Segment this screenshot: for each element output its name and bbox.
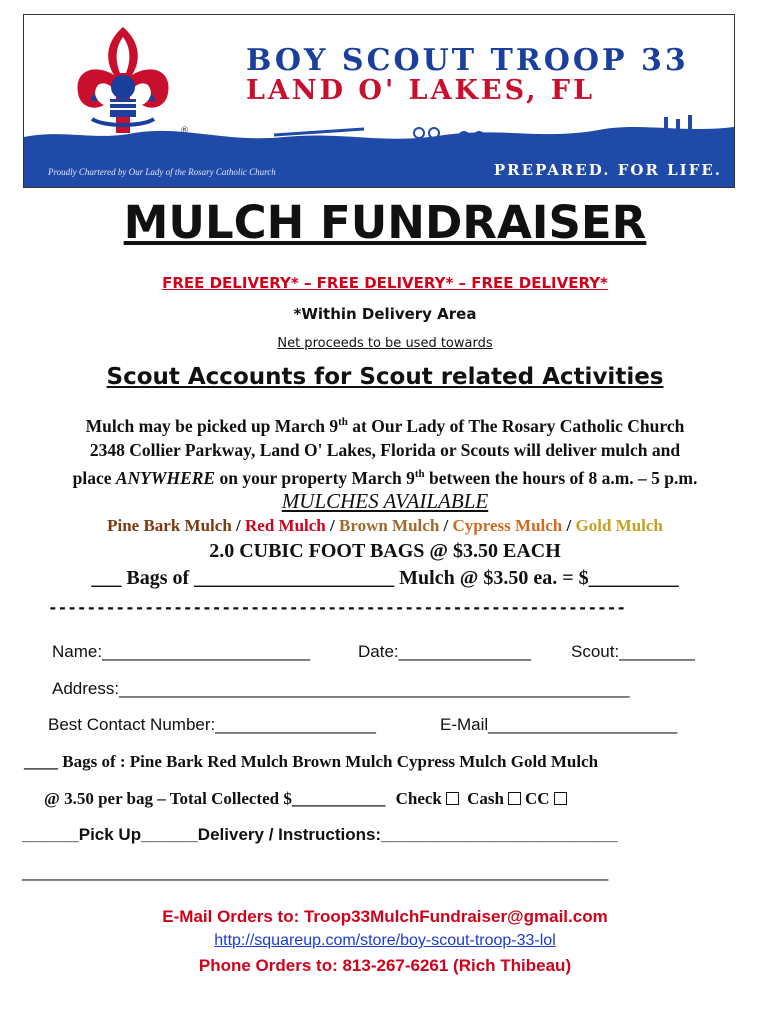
mulch-type-gold: Gold Mulch xyxy=(575,516,663,535)
phone-orders: Phone Orders to: 813-267-6261 (Rich Thibeau) xyxy=(198,956,572,975)
bag-price-info: 2.0 CUBIC FOOT BAGS @ $3.50 EACH xyxy=(209,540,561,562)
cut-line-divider: ------------------------------------------------------------ xyxy=(48,598,626,617)
mulches-available-heading: MULCHES AVAILABLE xyxy=(281,489,489,513)
mulch-types-list: Pine Bark Mulch / Red Mulch / Brown Mulch / Cypress Mulch / Gold Mulch xyxy=(107,516,663,535)
payment-line: @ 3.50 per bag – Total Collected $___________ Check Cash CC xyxy=(44,789,571,809)
banner-footer-strip xyxy=(24,155,734,187)
store-link[interactable]: http://squareup.com/store/boy-scout-troop-33-lol xyxy=(214,932,556,949)
free-delivery-line: FREE DELIVERY* – FREE DELIVERY* – FREE DELIVERY* xyxy=(162,274,608,292)
cash-checkbox[interactable] xyxy=(508,792,521,805)
delivery-area-note: *Within Delivery Area xyxy=(293,305,477,323)
pickup-delivery-field[interactable]: ______Pick Up______Delivery / Instructions:_________________________ xyxy=(22,825,618,844)
banner-location: LAND O' LAKES, FL xyxy=(246,75,596,106)
banner-motto: PREPARED. FOR LIFE. xyxy=(493,161,722,179)
check-checkbox[interactable] xyxy=(446,792,459,805)
mulch-type-red: Red Mulch xyxy=(245,516,326,535)
scout-field[interactable]: Scout:________ xyxy=(571,642,695,661)
email-orders: E-Mail Orders to: Troop33MulchFundraiser@gmail.com xyxy=(162,907,608,926)
total-collected-field[interactable]: @ 3.50 per bag – Total Collected $___________ xyxy=(44,789,386,808)
cc-checkbox[interactable] xyxy=(554,792,567,805)
net-proceeds-note: Net proceeds to be used towards xyxy=(277,336,493,351)
mulch-type-brown: Brown Mulch xyxy=(339,516,440,535)
header-banner xyxy=(23,14,735,188)
instructions-extra-line[interactable]: ______________________________________________________________ xyxy=(22,862,609,881)
pickup-delivery-paragraph: Mulch may be picked up March 9th at Our Lady of The Rosary Catholic Church 2348 Collier Parkway, Land O' Lakes, Florida or Scouts will deliver mulch and place ANYWHERE on your property March 9th between the hours of 8 a.m. – 5 p.m. xyxy=(72,415,698,488)
email-field[interactable]: E-Mail____________________ xyxy=(440,715,678,734)
svg-text:®: ® xyxy=(180,126,189,136)
mulch-type-cypress: Cypress Mulch xyxy=(452,516,563,535)
banner-troop-name: BOY SCOUT TROOP 33 xyxy=(246,43,689,78)
charter-text: Proudly Chartered by Our Lady of the Rosary Catholic Church xyxy=(48,167,276,177)
date-field[interactable]: Date:______________ xyxy=(358,642,531,661)
scout-accounts-heading: Scout Accounts for Scout related Activities xyxy=(106,364,664,390)
contact-number-field[interactable]: Best Contact Number:_________________ xyxy=(48,715,376,734)
page-title: MULCH FUNDRAISER xyxy=(123,196,647,249)
bags-selection-line[interactable]: ____ Bags of : Pine Bark Red Mulch Brown Mulch Cypress Mulch Gold Mulch xyxy=(24,752,599,771)
mulch-type-pine: Pine Bark Mulch xyxy=(107,516,232,535)
bags-order-line[interactable]: ___ Bags of ____________________ Mulch @ $3.50 ea. = $_________ xyxy=(91,567,679,589)
address-field[interactable]: Address:______________________________________________________ xyxy=(52,679,630,698)
name-field[interactable]: Name:______________________ xyxy=(52,642,311,661)
